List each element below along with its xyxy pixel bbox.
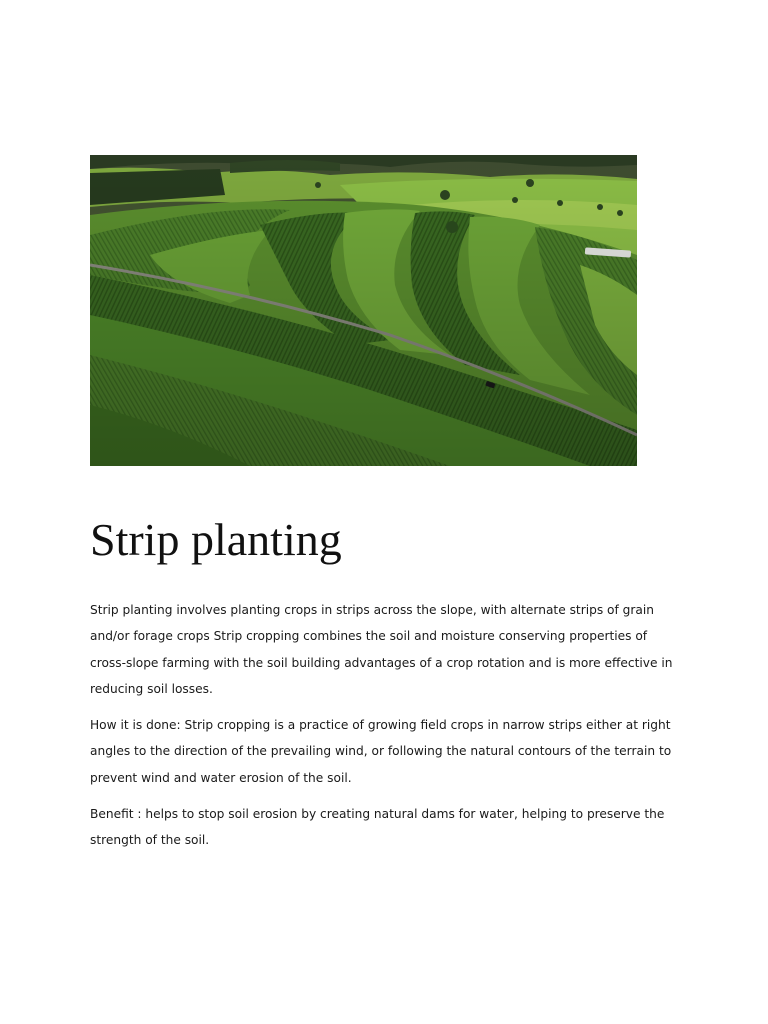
paragraph-benefit: Benefit : helps to stop soil erosion by creating natural dams for water, helping to preserve the strength of the soil. bbox=[90, 807, 665, 848]
paragraph-how-it-is-done: How it is done: Strip cropping is a practice of growing field crops in narrow strips either at right angles to the direction of the prevailing wind, or following the natural contours of the terrain to prevent wind and water erosion of the soil. bbox=[90, 718, 672, 785]
strip-cropping-aerial-photo bbox=[90, 155, 637, 466]
document-title: Strip planting bbox=[90, 514, 342, 565]
document-body bbox=[90, 597, 682, 864]
paragraph-description: Strip planting involves planting crops in strips across the slope, with alternate strips of grain and/or forage crops Strip cropping combines the soil and moisture conserving properties of cross-slope farming with the soil building advantages of a crop rotation and is more effective in reducing soil losses. bbox=[90, 603, 673, 696]
